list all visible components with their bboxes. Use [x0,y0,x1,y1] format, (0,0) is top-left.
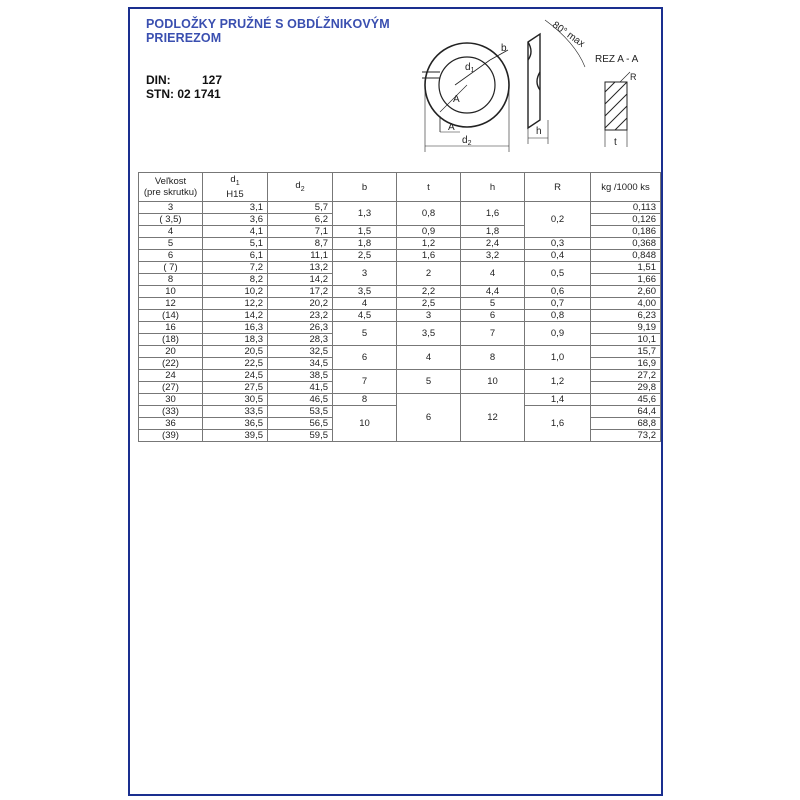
table-cell: 16,3 [203,322,268,334]
col-b: b [333,173,397,202]
table-cell: 0,6 [525,286,591,298]
table-cell: 2,2 [397,286,461,298]
table-cell: 3,5 [333,286,397,298]
spec-table [138,172,661,442]
table-cell: 30,5 [203,394,268,406]
table-cell: 73,2 [591,430,661,442]
table-cell: 8 [461,346,525,370]
table-row [139,262,661,274]
table-cell: 5 [397,370,461,394]
table-cell: 23,2 [268,310,333,322]
table-cell: 16 [139,322,203,334]
table-cell: 64,4 [591,406,661,418]
washer-technical-drawing [400,12,660,162]
table-cell: 0,186 [591,226,661,238]
table-cell: 68,8 [591,418,661,430]
table-cell: (18) [139,334,203,346]
table-cell: 2,60 [591,286,661,298]
table-cell: 4 [397,346,461,370]
table-cell: 0,7 [525,298,591,310]
table-cell: 24,5 [203,370,268,382]
table-cell: 10 [333,406,397,442]
dim-d1: $d_1$ [465,62,475,74]
table-cell: 10 [461,370,525,394]
table-cell: ( 7) [139,262,203,274]
table-cell: 0,4 [525,250,591,262]
table-cell: 2,5 [333,250,397,262]
table-cell: 5,7 [268,202,333,214]
section-mark-a-top: A [453,94,460,105]
table-cell: 1,6 [461,202,525,226]
table-cell: 17,2 [268,286,333,298]
table-cell: 7,1 [268,226,333,238]
table-cell: 7 [333,370,397,394]
table-row [139,346,661,358]
table-row [139,250,661,262]
table-cell: 3 [397,310,461,322]
table-cell: 4,5 [333,310,397,322]
table-cell: 3,1 [203,202,268,214]
table-cell: (14) [139,310,203,322]
table-cell: 1,2 [397,238,461,250]
table-cell: 16,9 [591,358,661,370]
table-cell: 53,5 [268,406,333,418]
table-cell: 1,8 [333,238,397,250]
table-cell: 11,1 [268,250,333,262]
table-cell: 0,8 [525,310,591,322]
table-cell: 36,5 [203,418,268,430]
table-cell: 4,00 [591,298,661,310]
table-cell: 59,5 [268,430,333,442]
title-line-2: PRIEREZOM [146,31,222,45]
table-cell: 0,113 [591,202,661,214]
table-cell: 41,5 [268,382,333,394]
stn-value: 02 1741 [177,87,221,101]
table-cell: 8,2 [203,274,268,286]
table-cell: 20 [139,346,203,358]
table-cell: 6,1 [203,250,268,262]
col-d2: $d_2$ [268,173,333,202]
table-cell: 4,1 [203,226,268,238]
table-row [139,202,661,214]
table-cell: 12 [461,394,525,442]
dim-h: h [536,126,542,137]
table-cell: 1,0 [525,346,591,370]
table-cell: 33,5 [203,406,268,418]
section-label: REZ A - A [595,54,639,65]
table-cell: 6 [139,250,203,262]
section-a-a [605,72,630,147]
table-cell: 4 [333,298,397,310]
table-cell: 29,8 [591,382,661,394]
table-cell: (27) [139,382,203,394]
table-cell: 6 [461,310,525,322]
table-cell: 5 [461,298,525,310]
angle-label: 80° max [550,19,587,50]
table-cell: 46,5 [268,394,333,406]
table-cell: 4,4 [461,286,525,298]
table-cell: 1,66 [591,274,661,286]
table-cell: 0,3 [525,238,591,250]
stn-standard [146,87,221,101]
dim-t: t [614,137,617,148]
table-cell: 10 [139,286,203,298]
table-cell: 10,2 [203,286,268,298]
table-cell: 12 [139,298,203,310]
table-cell: 3 [139,202,203,214]
table-cell: 15,7 [591,346,661,358]
table-cell: 0,848 [591,250,661,262]
table-cell: 5 [139,238,203,250]
table-cell: 3,6 [203,214,268,226]
table-cell: 45,6 [591,394,661,406]
col-t: t [397,173,461,202]
table-cell: 1,2 [525,370,591,394]
table-cell: 38,5 [268,370,333,382]
table-cell: 24 [139,370,203,382]
table-row [139,322,661,334]
table-cell: (33) [139,406,203,418]
dim-b: b [501,43,507,54]
table-row [139,298,661,310]
table-cell: 9,19 [591,322,661,334]
dim-r: R [630,72,637,82]
table-cell: (39) [139,430,203,442]
table-cell: 56,5 [268,418,333,430]
table-row [139,238,661,250]
table-cell: 2,4 [461,238,525,250]
table-cell: 32,5 [268,346,333,358]
table-cell: 3,2 [461,250,525,262]
table-row [139,310,661,322]
table-cell: 18,3 [203,334,268,346]
section-mark-a-bottom: A [448,122,455,133]
table-cell: 1,5 [333,226,397,238]
table-cell: 5,1 [203,238,268,250]
table-cell: 0,9 [525,322,591,346]
table-cell: 2,5 [397,298,461,310]
table-row [139,394,661,406]
table-cell: 8 [139,274,203,286]
table-cell: 3 [333,262,397,286]
din-value: 127 [202,73,223,87]
table-cell: 30 [139,394,203,406]
document-title [146,17,390,45]
din-label: DIN: [146,73,171,87]
title-line-1: PODLOŽKY PRUŽNÉ S OBDĹŽNIKOVÝM [146,17,390,31]
table-cell: 0,126 [591,214,661,226]
col-d1: $d_1$ H15 [203,173,268,202]
table-cell: 14,2 [203,310,268,322]
table-cell: 1,4 [525,394,591,406]
table-cell: 28,3 [268,334,333,346]
table-cell: 8,7 [268,238,333,250]
table-cell: 27,2 [591,370,661,382]
stn-label: STN: [146,87,174,101]
table-cell: 1,51 [591,262,661,274]
table-cell: 7 [461,322,525,346]
table-cell: 5 [333,322,397,346]
table-cell: 0,5 [525,262,591,286]
table-cell: 10,1 [591,334,661,346]
table-cell: (22) [139,358,203,370]
table-header-row [139,173,661,202]
table-cell: 1,8 [461,226,525,238]
col-velkost: Veľkost (pre skrutku) [139,173,203,202]
table-cell: 22,5 [203,358,268,370]
table-cell: 14,2 [268,274,333,286]
table-cell: 4 [461,262,525,286]
table-cell: 1,6 [525,406,591,442]
table-cell: ( 3,5) [139,214,203,226]
dim-d2: $d_2$ [462,135,472,147]
table-cell: 34,5 [268,358,333,370]
table-cell: 13,2 [268,262,333,274]
table-cell: 20,2 [268,298,333,310]
table-cell: 1,6 [397,250,461,262]
table-cell: 2 [397,262,461,286]
table-cell: 6 [397,394,461,442]
table-cell: 36 [139,418,203,430]
table-cell: 26,3 [268,322,333,334]
table-cell: 0,9 [397,226,461,238]
table-cell: 27,5 [203,382,268,394]
table-row [139,370,661,382]
table-cell: 6,23 [591,310,661,322]
table-cell: 4 [139,226,203,238]
col-h: h [461,173,525,202]
table-cell: 6,2 [268,214,333,226]
table-cell: 7,2 [203,262,268,274]
table-cell: 0,368 [591,238,661,250]
table-cell: 0,2 [525,202,591,238]
table-cell: 3,5 [397,322,461,346]
table-cell: 12,2 [203,298,268,310]
din-standard [146,73,222,87]
table-cell: 8 [333,394,397,406]
table-cell: 6 [333,346,397,370]
col-kg: kg /1000 ks [591,173,661,202]
col-r: R [525,173,591,202]
table-cell: 0,8 [397,202,461,226]
table-cell: 39,5 [203,430,268,442]
table-cell: 20,5 [203,346,268,358]
table-cell: 1,3 [333,202,397,226]
table-row [139,286,661,298]
